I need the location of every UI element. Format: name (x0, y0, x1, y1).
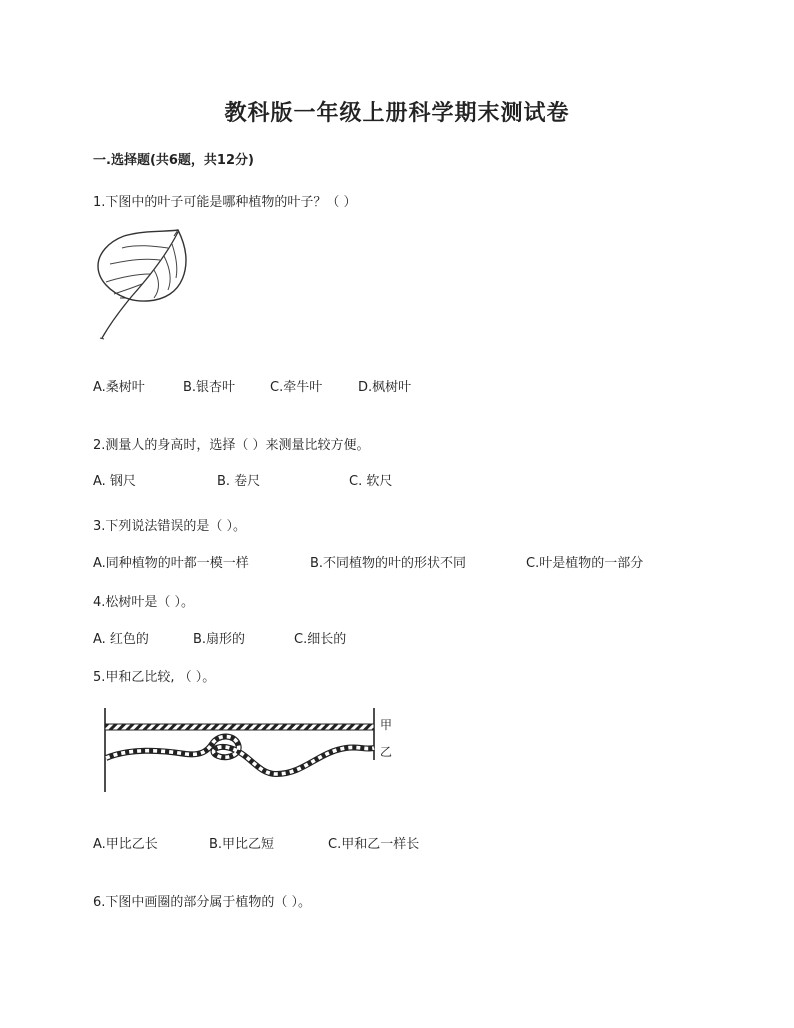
option-a[interactable]: A.同种植物的叶都一模一样 (93, 556, 249, 571)
section-header: 一.选择题(共6题，共12分) (93, 153, 254, 168)
question-2-options (93, 470, 413, 488)
question-5-options (93, 833, 453, 851)
option-b[interactable]: B. 卷尺 (217, 474, 261, 489)
option-c[interactable]: C.细长的 (294, 632, 347, 647)
option-d[interactable]: D.枫树叶 (358, 380, 412, 395)
question-3: 3.下列说法错误的是（ ）。 (93, 519, 247, 534)
rope-label-a: 甲 (380, 718, 393, 732)
question-4: 4.松树叶是（ ）。 (93, 595, 195, 610)
option-a[interactable]: A. 钢尺 (93, 474, 136, 489)
option-c[interactable]: C. 软尺 (349, 474, 393, 489)
option-a[interactable]: A.桑树叶 (93, 380, 145, 395)
question-4-options (93, 628, 373, 646)
option-b[interactable]: B.甲比乙短 (209, 837, 275, 852)
option-a[interactable]: A.甲比乙长 (93, 837, 158, 852)
question-1-options (93, 376, 433, 394)
question-6: 6.下图中画圈的部分属于植物的（ ）。 (93, 895, 312, 910)
rope-label-b: 乙 (380, 745, 393, 759)
leaf-illustration (96, 226, 192, 342)
rope-comparison-illustration (100, 704, 400, 796)
option-c[interactable]: C.甲和乙一样长 (328, 837, 420, 852)
question-2: 2.测量人的身高时，选择（ ）来测量比较方便。 (93, 438, 370, 453)
option-c[interactable]: C.牵牛叶 (270, 380, 323, 395)
question-3-options (93, 552, 683, 570)
option-a[interactable]: A. 红色的 (93, 632, 149, 647)
page-title: 教科版一年级上册科学期末测试卷 (224, 100, 570, 126)
option-b[interactable]: B.不同植物的叶的形状不同 (310, 556, 467, 571)
question-5: 5.甲和乙比较, （ ）。 (93, 670, 216, 685)
option-c[interactable]: C.叶是植物的一部分 (526, 556, 644, 571)
option-b[interactable]: B.银杏叶 (183, 380, 236, 395)
option-b[interactable]: B.扇形的 (193, 632, 246, 647)
question-1: 1.下图中的叶子可能是哪种植物的叶子？（ ） (93, 195, 357, 210)
